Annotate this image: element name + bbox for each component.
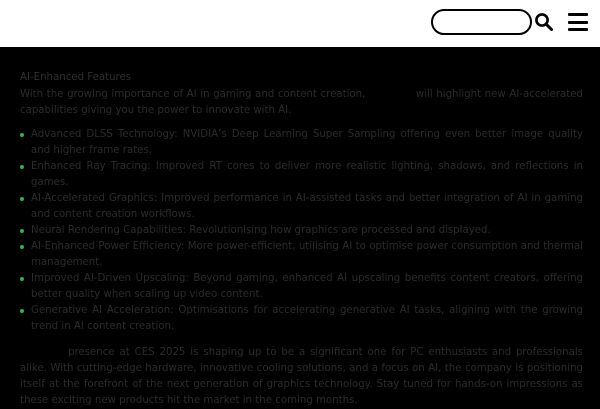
list-item	[20, 239, 583, 271]
list-item-text: Improved AI-Driven Upscaling: Beyond gaming, enhanced AI upscaling benefits content creators, offering better quality when scaling up video content.	[31, 273, 583, 300]
section-title: AI-Enhanced Features	[20, 72, 132, 83]
search-input[interactable]	[431, 9, 532, 35]
list-item	[20, 191, 583, 223]
list-item-text: Neural Rendering Capabilities: Revolutionising how graphics are processed and displayed.	[31, 225, 491, 236]
hamburger-icon-bar	[568, 28, 588, 31]
intro-text-start: With the growing importance of AI in gaming and content creation,	[20, 89, 366, 100]
list-item	[20, 127, 583, 159]
bullet-icon	[20, 309, 24, 313]
feature-list	[20, 127, 583, 335]
search-icon	[534, 12, 554, 32]
brand-link-placeholder	[369, 89, 412, 100]
article-body	[20, 71, 583, 409]
bullet-icon	[20, 277, 24, 281]
list-item	[20, 303, 583, 335]
list-item-text: Generative AI Acceleration: Optimisations for accelerating generative AI tasks, aligning with the growing trend in AI content creation.	[31, 305, 583, 332]
intro-text-end: will highlight new AI-accelerated capabilities giving you the power to innovate with AI.	[20, 89, 583, 116]
list-item-text: AI-Accelerated Graphics: Improved performance in AI-assisted tasks and better integration of AI in gaming and content creation workflows.	[31, 193, 583, 220]
bullet-icon	[20, 245, 24, 249]
bullet-icon	[20, 165, 24, 169]
list-item-text: Advanced DLSS Technology: NVIDIA’s Deep Learning Super Sampling offering even better image quality and higher frame rates.	[31, 129, 583, 156]
search-button[interactable]	[534, 12, 554, 32]
bullet-icon	[20, 197, 24, 201]
list-item	[20, 223, 583, 239]
list-item-text: Enhanced Ray Tracing: Improved RT cores to deliver more realistic lighting, shadows, and reflections in games.	[31, 161, 583, 188]
hamburger-icon-bar	[568, 21, 588, 24]
list-item	[20, 159, 583, 191]
bullet-icon	[20, 229, 24, 233]
menu-button[interactable]	[566, 11, 590, 33]
list-item	[20, 271, 583, 303]
list-item-text: AI-Enhanced Power Efficiency: More power-efficient, utilising AI to optimise power consumption and thermal management.	[31, 241, 583, 268]
site-header	[0, 0, 600, 47]
intro-paragraph	[20, 87, 583, 119]
closing-paragraph: presence at CES 2025 is shaping up to be a significant one for PC enthusiasts and professionals alike. With cutting-edge hardware, innovative cooling solutions, and a focus on AI, the company is positioning itself at the forefront of the next generation of graphics technology. Stay tuned for hands-on impressions as these exciting new products hit the market in the coming months.	[20, 347, 583, 406]
hamburger-icon	[568, 13, 588, 16]
bullet-icon	[20, 133, 24, 137]
